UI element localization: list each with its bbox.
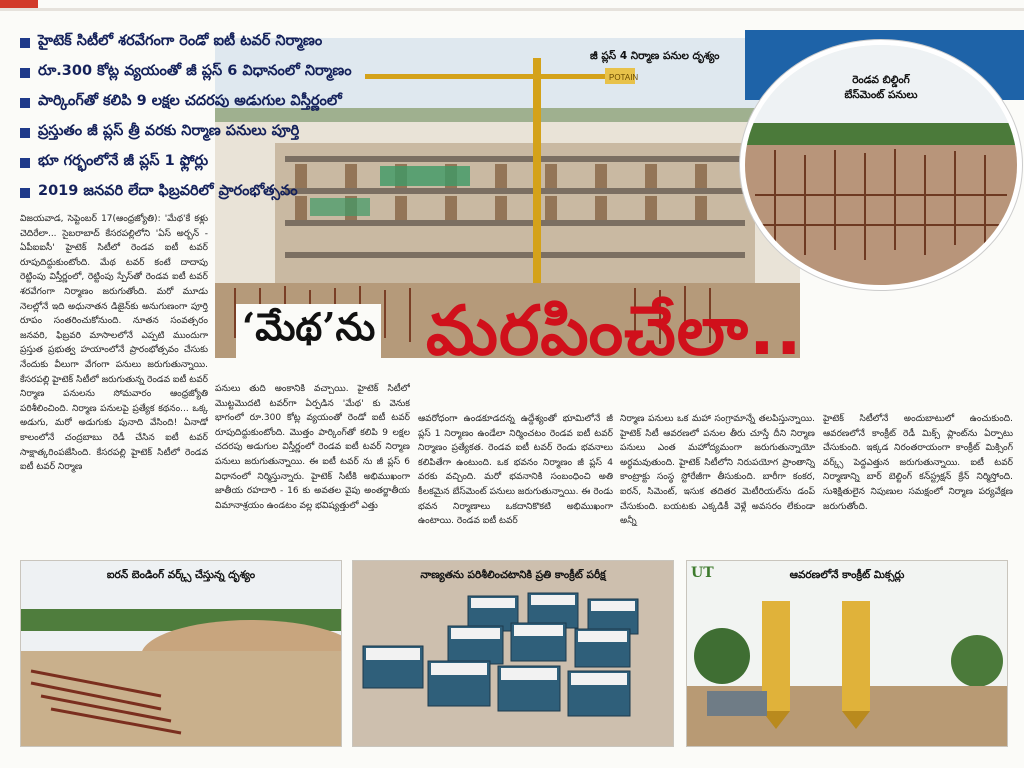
publication-logo: UT — [691, 565, 714, 581]
inset-basement-photo — [740, 40, 1022, 290]
column-text: నిర్మాణ పనులు ఒక మహా సంగ్రామాన్నే తలపిస్తున్నాయి. హైటెక్ సిటీ ఆవరణలో పనుల తీరు చూస్తే దీని నిర్మాణ పనులు ఎంత మహోద్యమంగా జరుగుతున్నాయో అర్థమవుతుంది. హైటెక్ సిటీలోని నిరుపయోగ ప్రాంతాన్ని కాంట్రాక్టు సంస్థ స్టోరేజీగా తీసుకుంది. బారీగా కంకర, ఐరన్, సిమెంట్, ఇసుక తదితర మెటీరియల్‌ను డంప్ చేసుకుంది. బయటకు ఎక్కడికీ వెళ్లే అవసరం లేకుండా అన్నీ — [620, 414, 815, 527]
bottom-photo-concrete-test — [352, 560, 674, 747]
bullet-text: రూ.300 కోట్ల వ్యయంతో జీ ప్లస్ 6 విధానంలో నిర్మాణం — [38, 63, 352, 79]
main-photo-caption: జీ ప్లస్ 4 నిర్మాణ పనుల దృశ్యం — [590, 50, 720, 62]
bullet-text: పార్కింగ్‌తో కలిపి 9 లక్షల చదరపు అడుగుల విస్తీర్ణంలో — [38, 93, 342, 109]
bullet-item — [20, 28, 420, 58]
bullet-text: 2019 జనవరి లేదా ఫిబ్రవరిలో ప్రారంభోత్సవం — [38, 183, 298, 199]
inset-caption — [745, 73, 1017, 103]
column-text: విజయవాడ, సెప్టెంబర్ 17(ఆంధ్రజ్యోతి): 'మేథ'కే కళ్లు చెదిరేలా... సైబరాబాద్ కేసరపల్లిలోని 'ఏస్ అర్బన్ - ఏపీఐఐసీ' హైటెక్ సిటీలో రెండవ ఐటీ టవర్ రూపుదిద్దుకుంటోంది. మేథ టవర్ కంటే దాదాపు రెట్టింపు విస్తీర్ణంలో, రెట్టింపు స్పేస్‌తో రెండవ ఐటీ టవర్ శరవేగంగా నిర్మాణం జరుగుతోంది. మరో మూడు నెలల్లోనే ఇది అధునాతన డిజైన్‌కు అనుగుణంగా పూర్తి రూపం సంతరించుకోనుంది. నూతన సంవత్సరం జనవరి, ఫిబ్రవరి మాసాలలోనే ఎప్పటి ముందుగా ప్రస్తుత ప్రభుత్వ హయాంలోనే ప్రారంభోత్సవం చేసుకు నేందుకు వీలుగా వేగంగా పనులు జరుగుతున్నాయి. కేసరపల్లి హైటెక్ సిటీలో జరుగుతున్న రెండవ ఐటీ టవర్ నిర్మాణ పనులను సోమవారం ఆంధ్రజ్యోతి పరిశీలించింది. నిర్మాణ పనులపై ప్రత్యేక కథనం... ఒక్క అడుగు, మరో అడుగుకు పునాది వేసింది! ఏనాడో కాలంలోనే చంద్రబాబు రెడీ చేసిన ఐటీ టవర్ సాక్షాత్కరింపజేసింది. కేసరపల్లి హైటెక్ సిటీలో రెండవ ఐటీ టవర్ నిర్మాణ — [20, 214, 208, 473]
bullet-square-icon — [20, 98, 30, 108]
bullet-item — [20, 178, 420, 208]
crane-label: POTAIN — [609, 73, 639, 82]
bullet-item — [20, 148, 420, 178]
bottom-photo-caption: ఐరన్ బెండింగ్ వర్క్స్ చేస్తున్న దృశ్యం — [106, 569, 256, 581]
headline — [236, 292, 1024, 392]
bullet-item — [20, 88, 420, 118]
bottom-photo-concrete-mixers — [686, 560, 1008, 747]
bullet-square-icon — [20, 38, 30, 48]
top-rule — [0, 8, 1024, 11]
bullet-square-icon — [20, 128, 30, 138]
bottom-photo-iron-bending — [20, 560, 342, 747]
article-column-5 — [823, 412, 1013, 547]
headline-big: మరపించేలా.. — [426, 292, 803, 371]
inset-caption-line2: బేస్‌మెంట్ పనులు — [844, 89, 918, 101]
bullet-text: ప్రస్తుతం జీ ప్లస్ త్రీ వరకు నిర్మాణ పనులు పూర్తి — [38, 123, 300, 139]
column-text: పనులు తుది అంకానికి వచ్చాయి. హైటెక్ సిటీలో మొట్టమొదటి టవర్‌గా ఏర్పడిన 'మేథ' కు వెనుక భాగంలో రూ.300 కోట్ల వ్యయంతో రెండో ఐటీ టవర్ రూపుదిద్దుకుంటోంది. మొత్తం పార్కింగ్‌తో కలిపి 9 లక్షల చదరపు అడుగుల విస్తీర్ణంలో రెండవ ఐటీ టవర్ నిర్మాణ పనులు జరుగుతున్నాయి. ఈ ఐటీ టవర్ ను జీ ప్లస్ 6 విధానంలో నిర్మిస్తున్నారు. హైటెక్ సిటీకి అభిముఖంగా జాతీయ రహదారి - 16 కు అవతల వైపు అంతర్జాతీయ విమానాశ్రయం ఉండటం వల్ల భవిష్యత్తులో ఎత్తు — [215, 384, 410, 511]
column-text: హైటెక్ సిటీలోనే అందుబాటులో ఉంచుకుంది. ఆవరణలోనే కాంక్రీట్ రెడీ మిక్స్ ప్లాంట్‌ను ఏర్పాటు చేసుకుంది. ఇక్కడ నిరంతరాయంగా కాంక్రీట్ మిక్సింగ్ వర్క్స్ పెద్దఎత్తున జరుగుతున్నాయి. ఐటీ టవర్ నిర్మాణాన్ని బార్ బెల్టింగ్ కన్‌స్ట్రక్షన్ క్రేన్ నిర్మిస్తోంది. సుశిక్షితులైన నిపుణుల సమక్షంలో నిర్మాణ పర్యవేక్షణ జరుగుతోంది. — [823, 414, 1013, 512]
article-column-4 — [620, 412, 815, 547]
bullet-square-icon — [20, 68, 30, 78]
bullet-item — [20, 118, 420, 148]
headline-small: ‘మేథ’ను — [236, 304, 381, 359]
article-column-2 — [215, 382, 410, 547]
bullet-text: భూ గర్భంలోనే జీ ప్లస్ 1 ఫ్లోర్లు — [38, 153, 209, 169]
bottom-photo-caption: నాణ్యతను పరిశీలించటానికి ప్రతి కాంక్రీట్ పరీక్ష — [420, 569, 606, 581]
bullet-square-icon — [20, 188, 30, 198]
bullet-text: హైటెక్ సిటీలో శరవేగంగా రెండో ఐటీ టవర్ నిర్మాణం — [38, 33, 323, 49]
article-column-3 — [418, 412, 613, 547]
article-column-1 — [20, 212, 208, 547]
corner-mark — [0, 0, 38, 8]
column-text: ఆవరోధంగా ఉండకూడదన్న ఉద్దేశ్యంతో భూమిలోనే జీ ప్లస్ 1 నిర్మాణం ఉండేలా నిర్మించటం రెండవ ఐటీ టవర్ నిర్మాణం ప్రత్యేకత. రెండవ ఐటీ టవర్ రెండు భవనాలు కలిపితేగా ఉంటుంది. ఒక భవనం నిర్మాణం జీ ప్లస్ 4 వరకు వచ్చింది. మరో భవనానికి సంబంధించి అతి కీలకమైన బేస్‌మెంట్ పనులు జరుగుతున్నాయి. ఈ రెండు భవన నిర్మాణాలు ఒకదానికొకటి అభిముఖంగా ఉంటాయి. రెండవ ఐటీ టవర్ — [418, 414, 613, 527]
highlight-bullets — [20, 28, 420, 208]
bullet-item — [20, 58, 420, 88]
inset-caption-line1: రెండవ బిల్డింగ్ — [852, 74, 910, 86]
bullet-square-icon — [20, 158, 30, 168]
bottom-photo-caption: ఆవరణలోనే కాంక్రీట్ మిక్సర్లు — [789, 569, 905, 581]
